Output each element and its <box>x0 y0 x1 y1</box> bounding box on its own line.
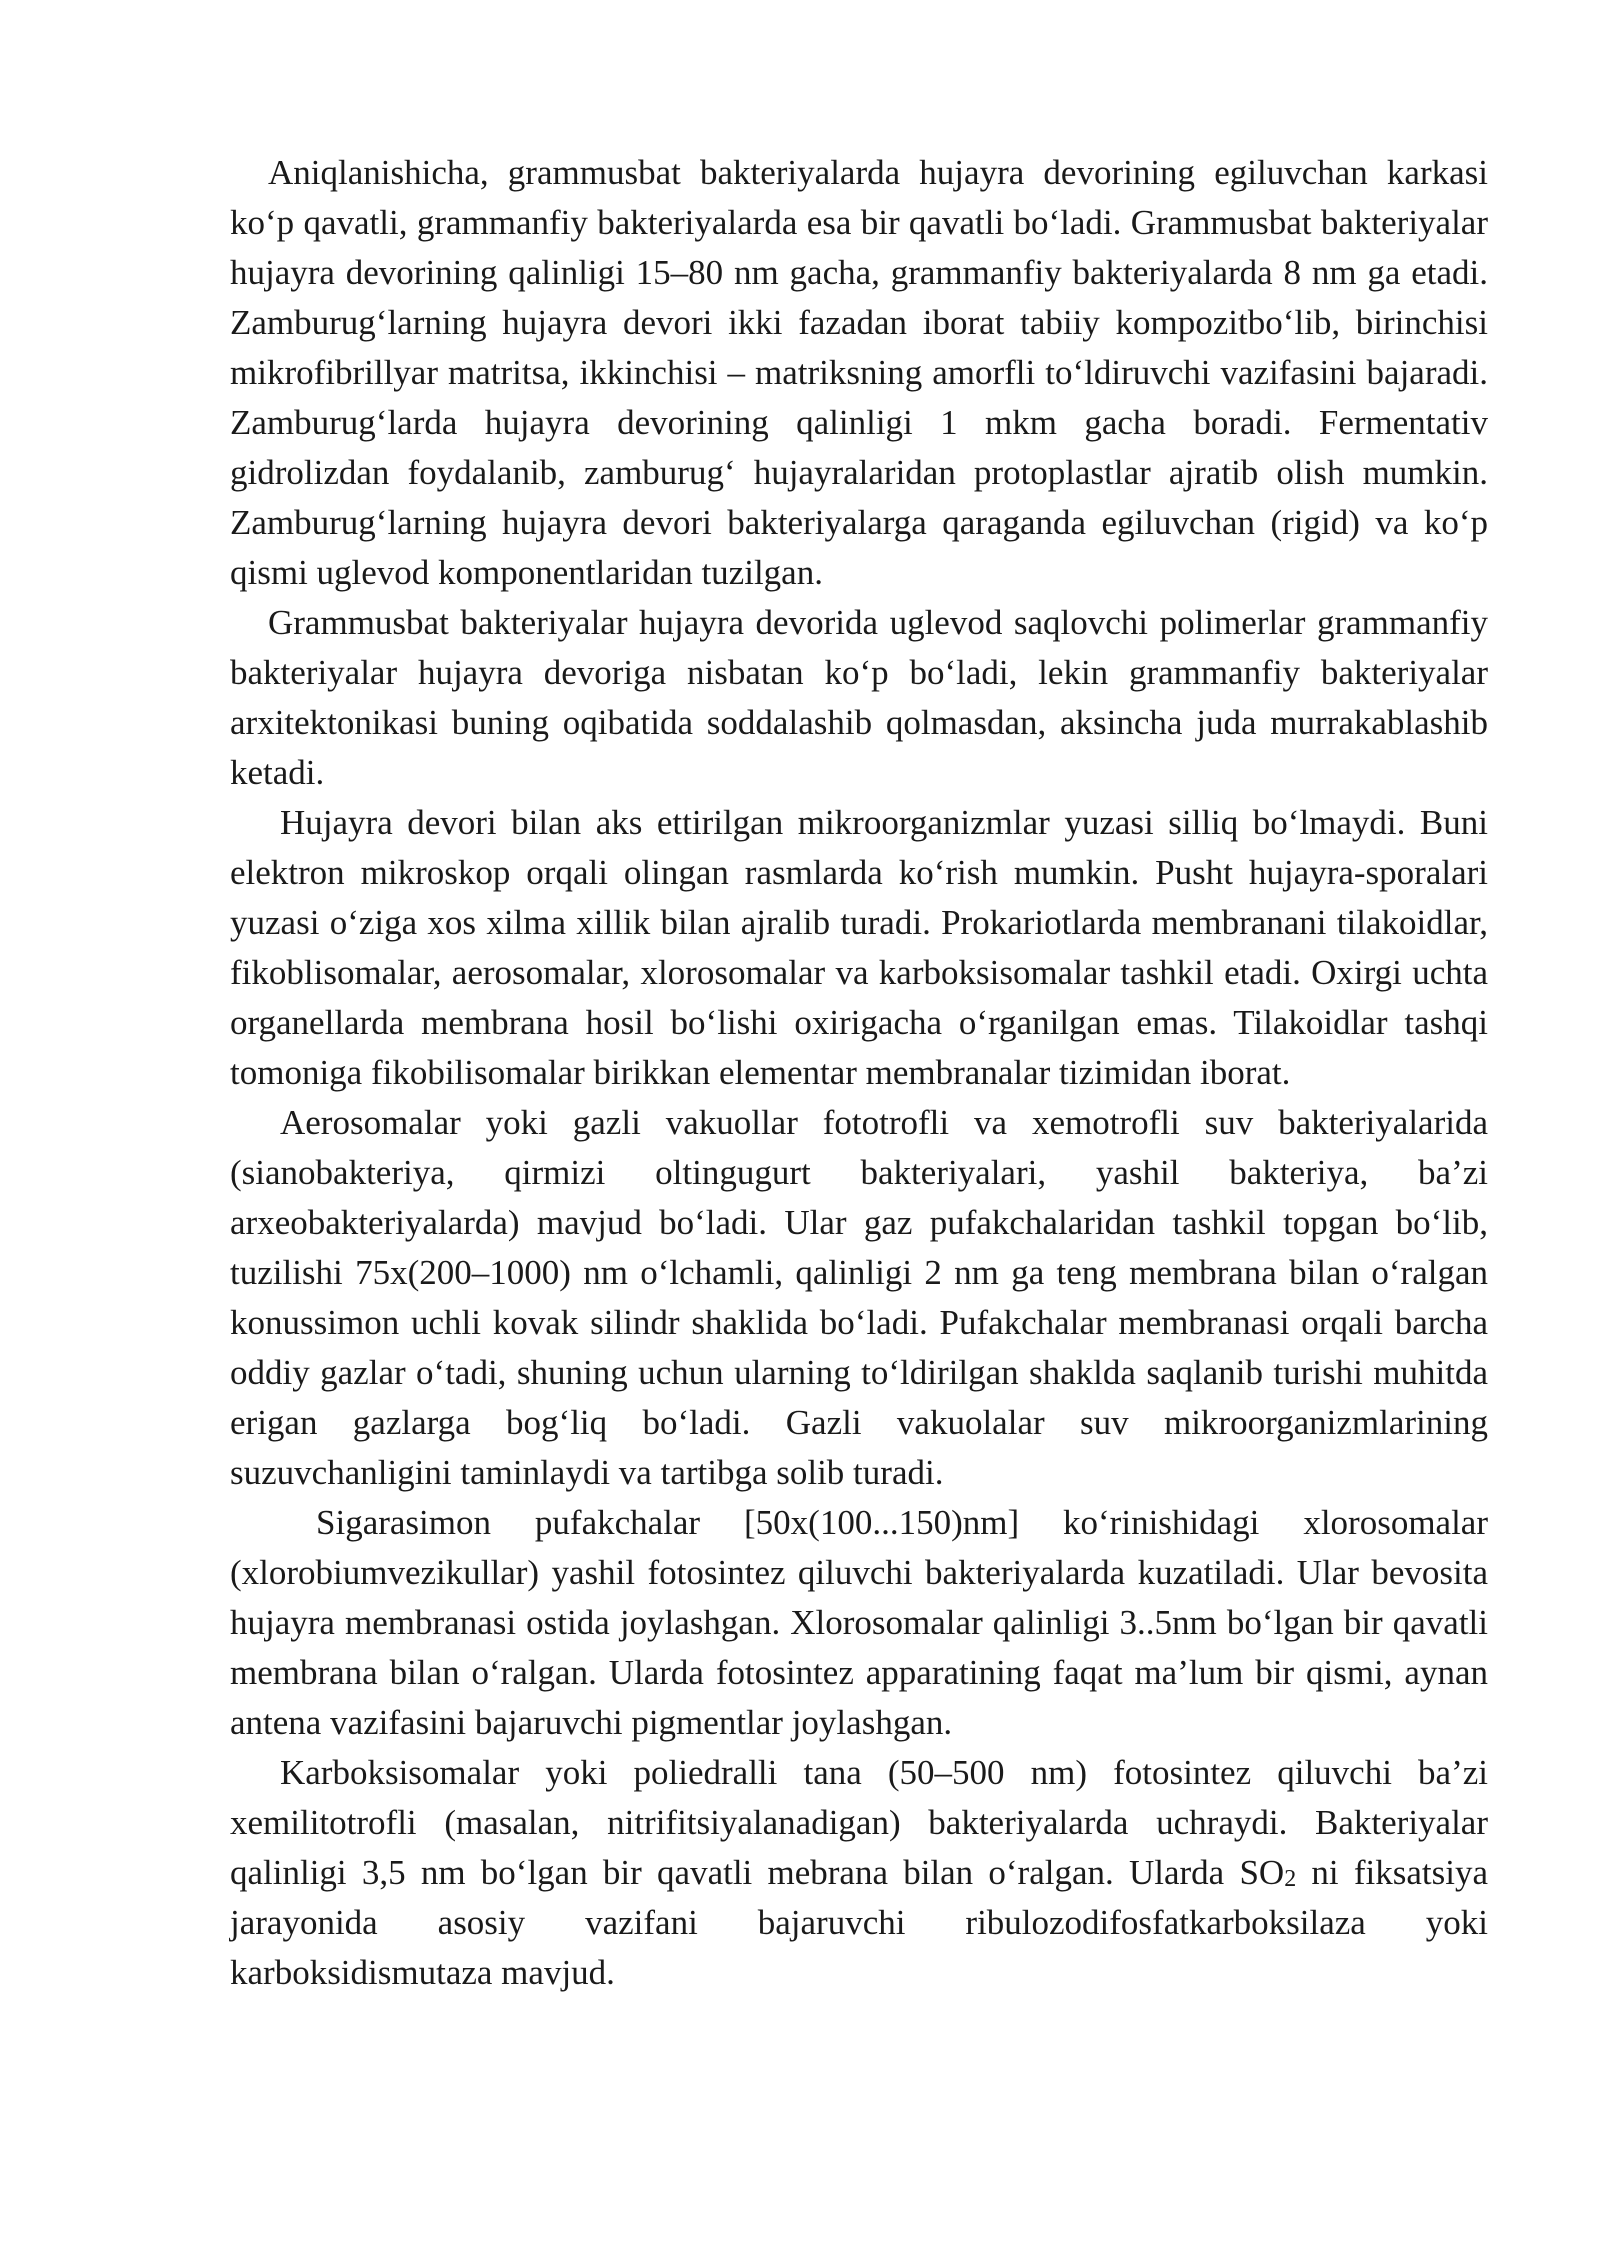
paragraph-gram-positive: Grammusbat bakteriyalar hujayra devorida uglevod saqlovchi polimerlar grammanfiy bakteriyalar hujayra devoriga nisbatan koʻp boʻladi, lekin grammanfiy bakteriyalar arxitektonikasi buning oqibatida soddalashib qolmasdan, aksincha juda murrakablashib ketadi. <box>230 603 1488 792</box>
carboxysomes-text-start: Karboksisomalar yoki poliedralli tana (50–500 nm) fotosintez qiluvchi ba’zi xemilitotrofli (masalan, nitrifitsiyalanadigan) bakteriyalarda uchraydi. Bakteriyalar qalinligi 3,5 nm boʻlgan bir qavatli mebrana bilan oʻralgan. Ularda <box>230 1753 1488 1892</box>
paragraph-carboxysomes <box>230 1748 1488 1998</box>
formula-main: SO <box>1239 1853 1285 1892</box>
paragraph-aerosomes: Aerosomalar yoki gazli vakuollar fototrofli va xemotrofli suv bakteriyalarida (sianobakteriya, qirmizi oltingugurt bakteriyalari, yashil bakteriya, ba’zi arxeobakteriyalarda) mavjud boʻladi. Ular gaz pufakchalaridan tashkil topgan boʻlib, tuzilishi 75x(200–1000) nm oʻlchamli, qalinligi 2 nm ga teng membrana bilan oʻralgan konussimon uchli kovak silindr shaklida boʻladi. Pufakchalar membranasi orqali barcha oddiy gazlar oʻtadi, shuning uchun ularning toʻldirilgan shaklda saqlanib turishi muhitda erigan gazlarga bogʻliq boʻladi. Gazli vakuolalar suv mikroorganizmlarining suzuvchanligini taminlaydi va tartibga solib turadi. <box>230 1103 1488 1492</box>
carboxysomes-text-end: ni fiksatsiya jarayonida asosiy vazifani bajaruvchi ribulozodifosfatkarboksilaza yoki karboksidismutaza mavjud. <box>230 1853 1489 1992</box>
chemical-formula <box>1239 1853 1296 1892</box>
paragraph-chlorosomes: Sigarasimon pufakchalar [50x(100...150)nm] koʻrinishidagi xlorosomalar (xlorobiumvezikullar) yashil fotosintez qiluvchi bakteriyalarda kuzatiladi. Ular bevosita hujayra membranasi ostida joylashgan. Xlorosomalar qalinligi 3..5nm boʻlgan bir qavatli membrana bilan oʻralgan. Ularda fotosintez apparatining faqat ma’lum bir qismi, aynan antena vazifasini bajaruvchi pigmentlar joylashgan. <box>230 1503 1488 1742</box>
paragraph-surface-membranes: Hujayra devori bilan aks ettirilgan mikroorganizmlar yuzasi silliq boʻlmaydi. Buni elektron mikroskop orqali olingan rasmlarda koʻrish mumkin. Pusht hujayra-sporalari yuzasi oʻziga xos xilma xillik bilan ajralib turadi. Prokariotlarda membranani tilakoidlar, fikoblisomalar, aerosomalar, xlorosomalar va karboksisomalar tashkil etadi. Oxirgi uchta organellarda membrana hosil boʻlishi oxirigacha oʻrganilgan emas. Tilakoidlar tashqi tomoniga fikobilisomalar birikkan elementar membranalar tizimidan iborat. <box>230 803 1488 1092</box>
formula-subscript: 2 <box>1284 1866 1297 1892</box>
document-page <box>230 148 1488 1998</box>
paragraph-cell-wall: Aniqlanishicha, grammusbat bakteriyalarda hujayra devorining egiluvchan karkasi koʻp qavatli, grammanfiy bakteriyalarda esa bir qavatli boʻladi. Grammusbat bakteriyalar hujayra devorining qalinligi 15–80 nm gacha, grammanfiy bakteriyalarda 8 nm ga etadi. Zamburugʻlarning hujayra devori ikki fazadan iborat tabiiy kompozitboʻlib, birinchisi mikrofibrillyar matritsa, ikkinchisi – matriksning amorfli toʻldiruvchi vazifasini bajaradi. Zamburugʻlarda hujayra devorining qalinligi 1 mkm gacha boradi. Fermentativ gidrolizdan foydalanib, zamburugʻ hujayralaridan protoplastlar ajratib olish mumkin. Zamburugʻlarning hujayra devori bakteriyalarga qaraganda egiluvchan (rigid) va koʻp qismi uglevod komponentlaridan tuzilgan. <box>230 153 1488 592</box>
